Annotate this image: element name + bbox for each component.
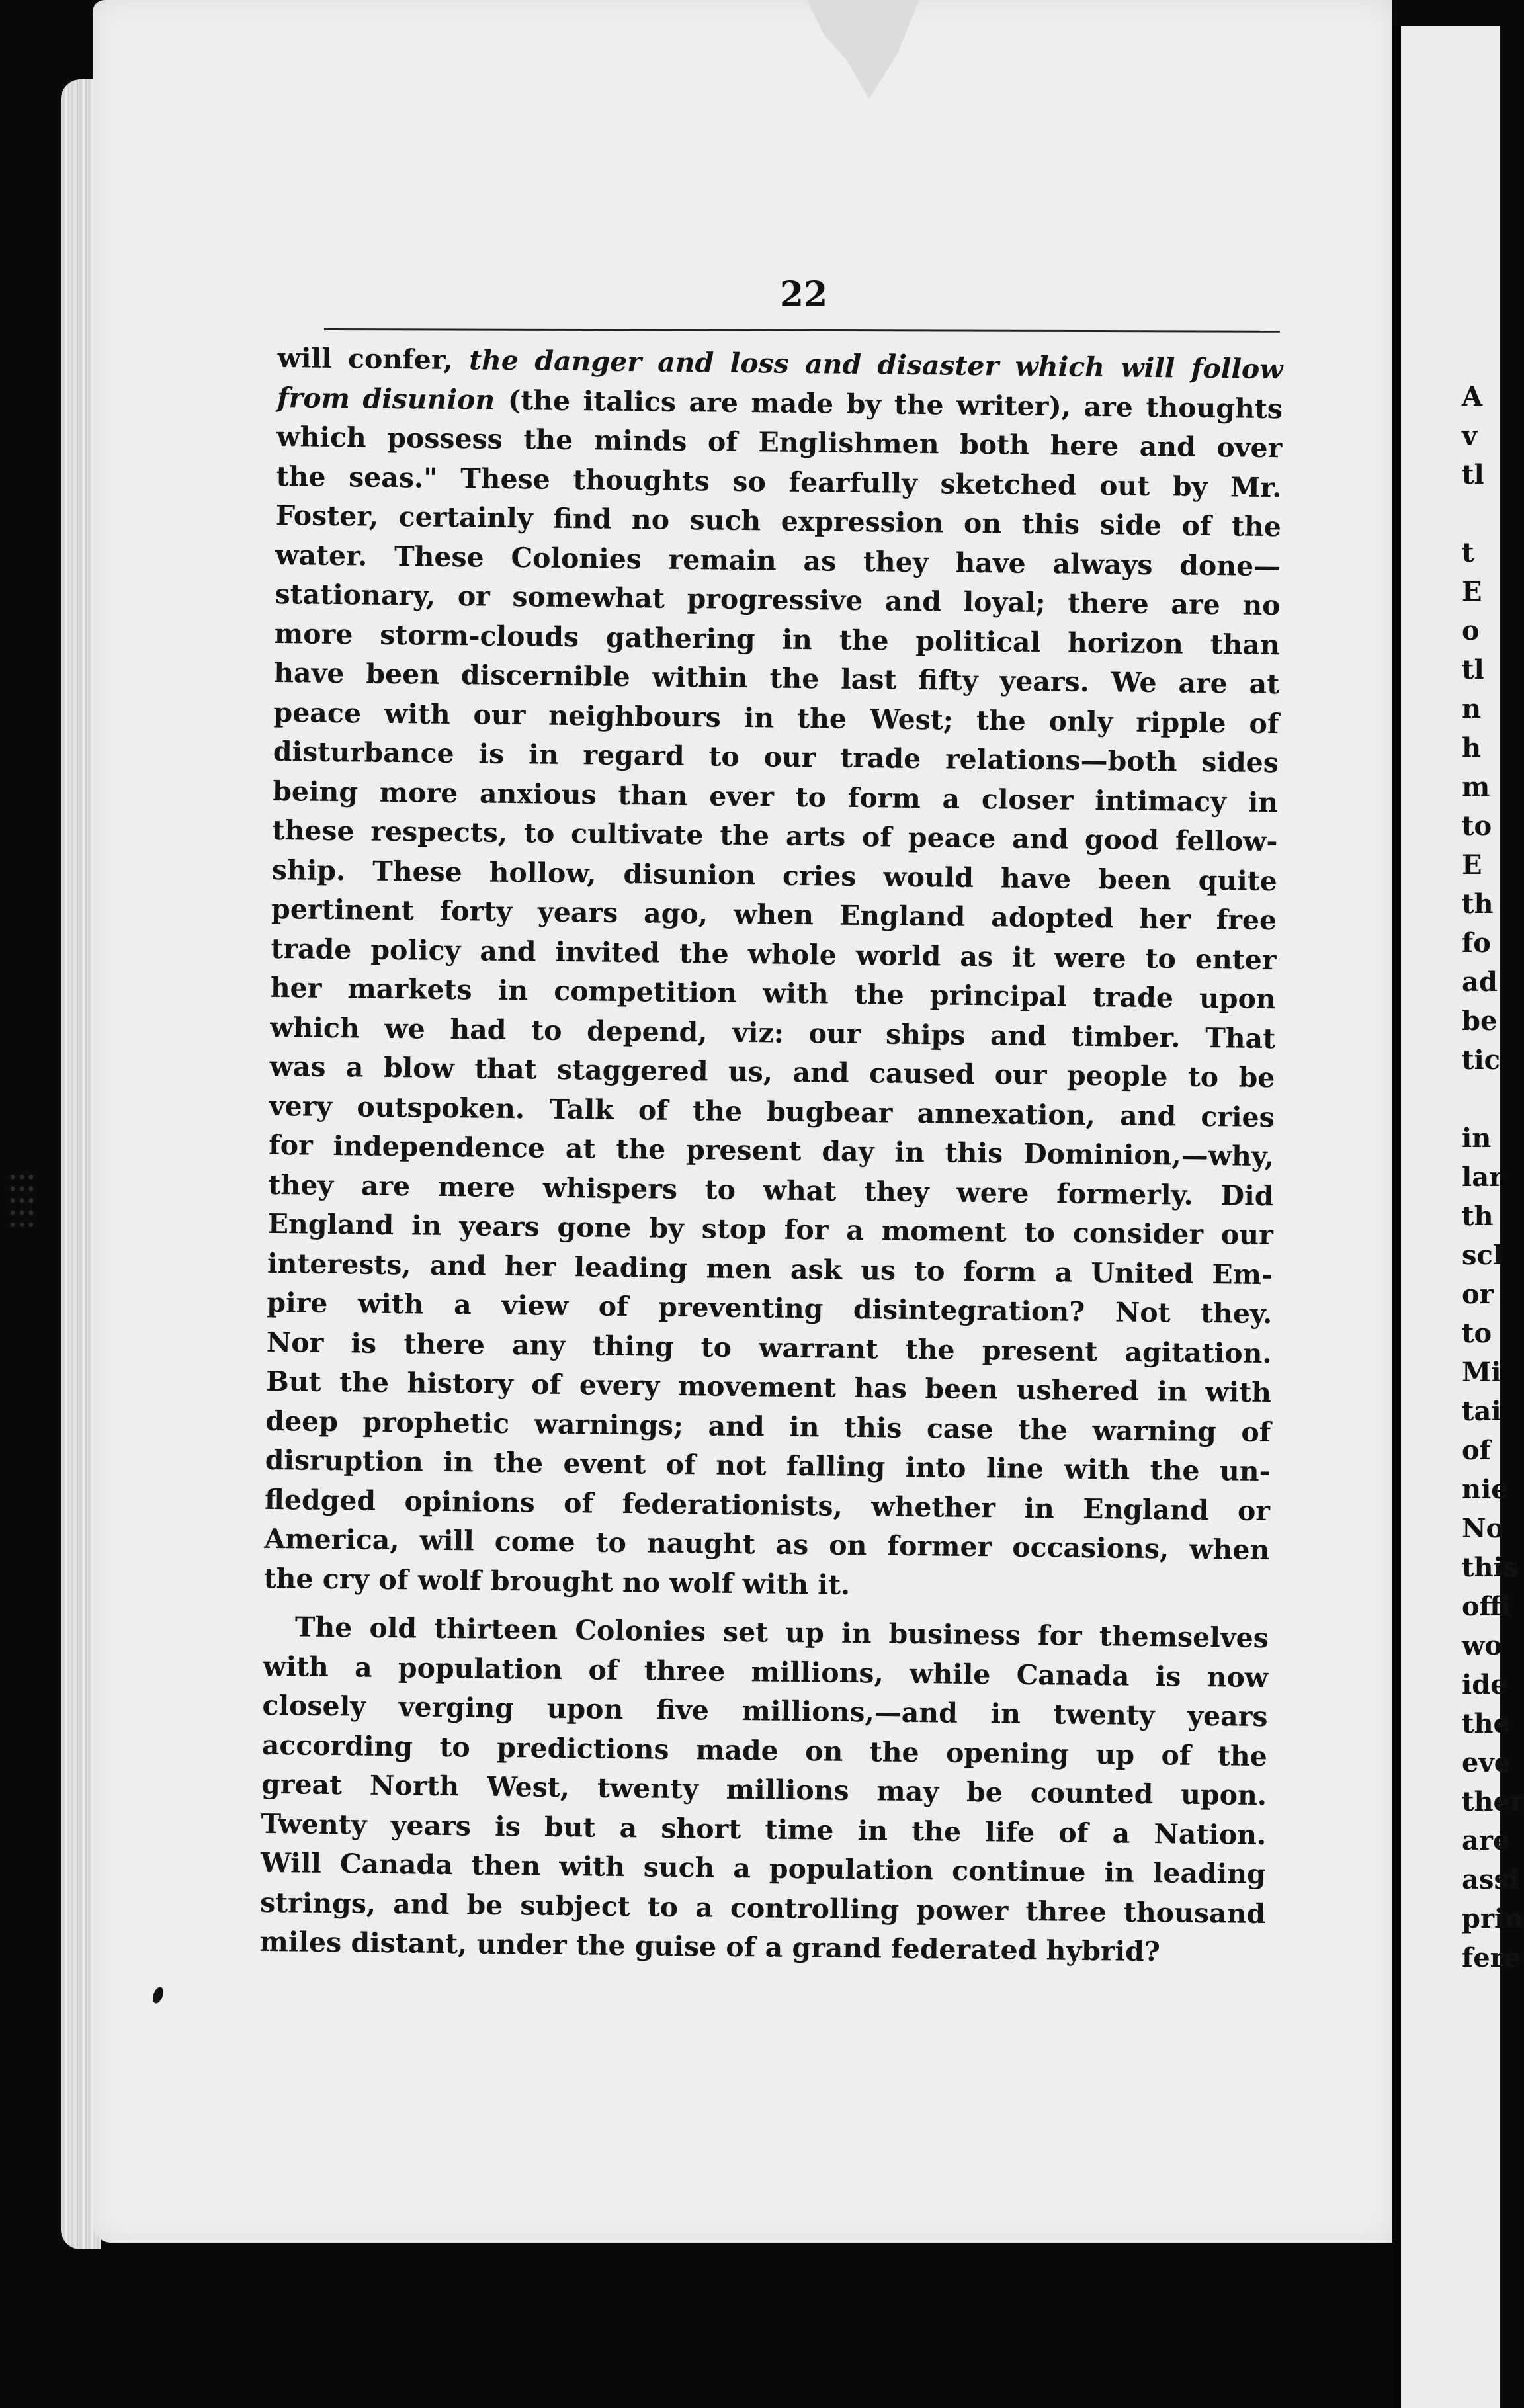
facing-fragment: th — [1462, 1201, 1494, 1232]
italic-phrase: from disunion — [276, 381, 495, 416]
text-line: Will Canada then with such a population continue in leading — [260, 1846, 1267, 1891]
text-line: her markets in competition with the principal trade upon — [270, 971, 1277, 1015]
facing-fragment: this — [1462, 1552, 1519, 1583]
text-line: peace with our neighbours in the West; the only ripple of — [273, 696, 1279, 740]
facing-fragment: assi — [1462, 1864, 1519, 1895]
text-line: which we had to depend, viz: our ships and timber. That — [269, 1011, 1276, 1054]
facing-fragment: v — [1462, 420, 1478, 451]
facing-fragment: o — [1462, 615, 1480, 646]
facing-fragment: tl — [1462, 654, 1484, 685]
facing-fragment: offi — [1462, 1591, 1511, 1622]
facing-fragment: ide — [1462, 1669, 1507, 1700]
italic-phrase: the danger and loss and disaster which will follow — [468, 344, 1283, 386]
text-line: was a blow that staggered us, and caused our people to be — [269, 1050, 1275, 1094]
text-line: for independence at the present day in this Dominion,—why, — [268, 1129, 1275, 1173]
facing-fragment: to — [1462, 1318, 1492, 1349]
body-text — [257, 339, 1283, 2136]
facing-fragment: n — [1462, 693, 1482, 724]
text-line: from disunion (the italics are made by the writer), are thoughts — [276, 381, 1283, 425]
facing-fragment: be — [1462, 1006, 1498, 1037]
facing-fragment: lar — [1462, 1162, 1503, 1193]
facing-fragment: to — [1462, 810, 1492, 841]
text-line: they are mere whispers to what they were formerly. Did — [268, 1168, 1274, 1212]
facing-fragment: fere — [1462, 1942, 1521, 1973]
facing-fragment: h — [1462, 732, 1482, 763]
text-line: being more anxious than ever to form a closer intimacy in — [272, 775, 1279, 818]
facing-page-text — [1462, 377, 1524, 1977]
facing-fragment: fo — [1462, 927, 1491, 959]
facing-fragment: tl — [1462, 459, 1484, 490]
text-line: America, will come to naught as on former occasions, when — [264, 1522, 1270, 1567]
text-line: great North West, twenty millions may be counted upon. — [261, 1768, 1267, 1812]
text-line: ship. These hollow, disunion cries would have been quite — [271, 853, 1278, 897]
facing-fragment: of — [1462, 1435, 1491, 1466]
text-line: the cry of wolf brought no wolf with it. — [263, 1562, 851, 1601]
facing-fragment: ther — [1462, 1786, 1524, 1817]
facing-fragment: th — [1462, 888, 1494, 920]
facing-fragment: m — [1462, 771, 1490, 802]
text-line: more storm-clouds gathering in the political horizon than — [274, 617, 1281, 661]
facing-fragment: eve — [1462, 1747, 1511, 1778]
text-line: will confer, the danger and loss and disaster which will follow — [277, 341, 1283, 386]
text-line: disturbance is in regard to our trade relations—both sides — [273, 735, 1279, 779]
text-line: The old thirteen Colonies set up in business for themselves — [294, 1611, 1269, 1655]
text-line: very outspoken. Talk of the bugbear annexation, and cries — [269, 1090, 1275, 1133]
facing-fragment — [1462, 494, 1502, 533]
text-line: England in years gone by stop for a moment to consider our — [267, 1207, 1273, 1252]
text-line: Twenty years is but a short time in the life of a Nation. — [261, 1807, 1267, 1851]
text-line: have been discernible within the last fifty years. We are at — [273, 656, 1280, 701]
facing-fragment: ad — [1462, 967, 1498, 998]
text-line: according to predictions made on the opening up of the — [261, 1729, 1268, 1772]
text-line: miles distant, under the guise of a grand federated hybrid? — [259, 1925, 1161, 1968]
text-line: pertinent forty years ago, when England adopted her free — [271, 892, 1277, 937]
text-line: interests, and her leading men ask us to form a United Em- — [267, 1247, 1273, 1291]
text-line: closely verging upon five millions,—and in twenty years — [262, 1689, 1268, 1733]
text-line: the seas." These thoughts so fearfully sketched out by Mr. — [276, 460, 1282, 503]
text-line: Nor is there any thing to warrant the present agitation. — [266, 1326, 1272, 1369]
text-line: Foster, certainly find no such expression on this side of the — [275, 499, 1282, 543]
text-line: which possess the minds of Englishmen both here and over — [276, 420, 1283, 464]
facing-fragment: tic — [1462, 1045, 1501, 1076]
facing-fragment: in — [1462, 1123, 1492, 1154]
facing-fragment: tai — [1462, 1396, 1502, 1427]
facing-fragment: the — [1462, 1708, 1511, 1739]
text-line: pire with a view of preventing disintegration? Not they. — [267, 1286, 1273, 1330]
text-line: strings, and be subject to a controlling power three thousand — [259, 1886, 1266, 1930]
text-line: stationary, or somewhat progressive and loyal; there are no — [275, 578, 1281, 622]
facing-fragment: nie — [1462, 1474, 1508, 1505]
text-line: with a population of three millions, while Canada is now — [262, 1650, 1269, 1694]
scan-dust — [8, 1171, 34, 1230]
text-line: these respects, to cultivate the arts of peace and good fellow- — [272, 814, 1278, 858]
page-number: 22 — [779, 275, 828, 315]
facing-fragment: prin — [1462, 1903, 1524, 1934]
text-line: trade policy and invited the whole world as it were to enter — [271, 932, 1277, 976]
facing-fragment: scl — [1462, 1240, 1503, 1271]
facing-fragment: E — [1462, 576, 1482, 607]
facing-fragment: No — [1462, 1513, 1504, 1544]
text-line: But the history of every movement has been ushered in with — [265, 1365, 1272, 1409]
text-line: disruption in the event of not falling into line with the un- — [265, 1443, 1271, 1488]
facing-fragment: A — [1462, 381, 1483, 412]
text-line: deep prophetic warnings; and in this case the warning of — [265, 1404, 1271, 1448]
facing-fragment — [1462, 1080, 1502, 1119]
text-line: water. These Colonies remain as they have always done— — [275, 538, 1281, 582]
facing-fragment: t — [1462, 537, 1474, 568]
facing-fragment: wo — [1462, 1630, 1503, 1661]
facing-fragment: Mi — [1462, 1357, 1502, 1388]
facing-fragment: or — [1462, 1279, 1494, 1310]
text-line: fledged opinions of federationists, whether in England or — [264, 1483, 1271, 1527]
facing-fragment: are — [1462, 1825, 1510, 1856]
facing-fragment: E — [1462, 849, 1482, 881]
